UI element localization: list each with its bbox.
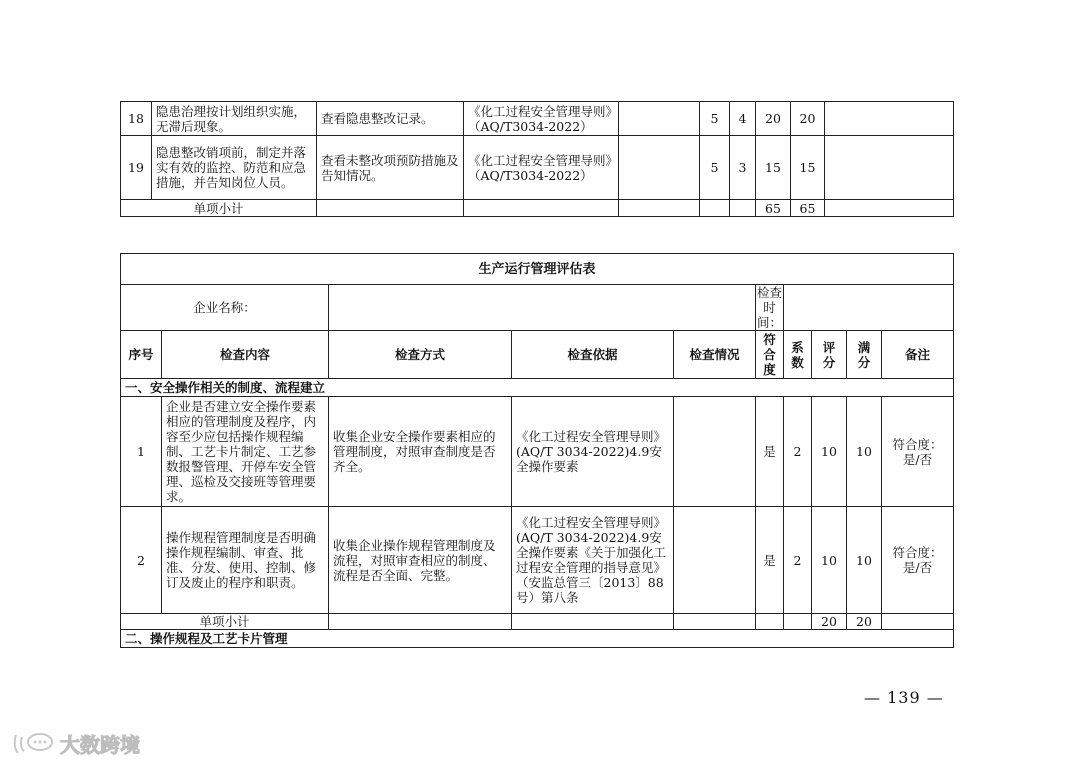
check-situation xyxy=(619,102,700,136)
company-name-label: 企业名称： xyxy=(121,285,329,331)
subtotal-label: 单项小计 xyxy=(121,614,329,630)
watermark xyxy=(12,729,140,758)
table-row xyxy=(121,136,954,200)
coefficient-value: 4 xyxy=(730,102,756,136)
empty-cell xyxy=(730,200,756,217)
coefficient-value: 2 xyxy=(784,507,812,614)
empty-cell xyxy=(512,614,674,630)
header-note: 备注 xyxy=(882,331,954,379)
check-time-label: 检查时间： xyxy=(756,285,782,330)
note-value: 符合度：是/否 xyxy=(882,507,954,614)
conformity-value: 是 xyxy=(756,507,784,614)
full-score-value: 10 xyxy=(847,507,882,614)
subtotal-full-score: 65 xyxy=(791,200,825,217)
page-number: — 139 — xyxy=(864,688,944,707)
table-row xyxy=(121,397,954,507)
row-number: 19 xyxy=(121,136,152,200)
check-basis: 《化工过程安全管理导则》（AQ/T3034-2022） xyxy=(464,136,619,200)
subtotal-full-score: 20 xyxy=(847,614,882,630)
row-number: 2 xyxy=(121,507,162,614)
continued-assessment-table xyxy=(120,101,954,217)
subtotal-score: 65 xyxy=(756,200,791,217)
check-content: 隐患整改销项前，制定并落实有效的监控、防范和应急措施，并告知岗位人员。 xyxy=(152,136,317,200)
check-basis: 《化工过程安全管理导则》(AQ/T 3034-2022)4.9安全操作要素《关于加强化工过程安全管理的指导意见》（安监总管三〔2013〕88 号）第八条 xyxy=(512,507,674,614)
check-method: 收集企业安全操作要素相应的管理制度，对照审查制度是否齐全。 xyxy=(329,397,512,507)
check-basis: 《化工过程安全管理导则》(AQ/T 3034-2022)4.9安全操作要素 xyxy=(512,397,674,507)
empty-cell xyxy=(825,200,954,217)
empty-cell xyxy=(674,614,756,630)
conformity-value: 是 xyxy=(756,397,784,507)
header-score: 评分 xyxy=(812,331,847,379)
score-value: 15 xyxy=(756,136,791,200)
conformity-value: 5 xyxy=(700,102,730,136)
score-value: 20 xyxy=(756,102,791,136)
subtotal-row xyxy=(121,200,954,217)
check-method: 收集企业操作规程管理制度及流程，对照审查相应的制度、流程是否全面、完整。 xyxy=(329,507,512,614)
empty-cell xyxy=(700,200,730,217)
note-value xyxy=(825,136,954,200)
full-score-value: 20 xyxy=(791,102,825,136)
watermark-text: 大数跨境 xyxy=(60,733,140,757)
header-content: 检查内容 xyxy=(162,331,329,379)
score-value: 10 xyxy=(812,397,847,507)
header-basis: 检查依据 xyxy=(512,331,674,379)
header-coefficient: 系数 xyxy=(784,331,812,379)
empty-cell xyxy=(619,200,700,217)
table-title: 生产运行管理评估表 xyxy=(121,254,954,285)
subtotal-label: 单项小计 xyxy=(121,200,317,217)
header-conformity: 符合度 xyxy=(756,331,784,379)
check-situation xyxy=(619,136,700,200)
subtotal-score: 20 xyxy=(812,614,847,630)
header-full-score: 满分 xyxy=(847,331,882,379)
section-heading-1: 一、安全操作相关的制度、流程建立 xyxy=(121,379,954,397)
check-basis: 《化工过程安全管理导则》（AQ/T3034-2022） xyxy=(464,102,619,136)
table-row xyxy=(121,507,954,614)
empty-cell xyxy=(317,200,464,217)
check-situation xyxy=(674,397,756,507)
company-name-value xyxy=(329,285,756,331)
header-row xyxy=(121,331,954,379)
note-value: 符合度：是/否 xyxy=(882,397,954,507)
check-content: 操作规程管理制度是否明确操作规程编制、审查、批准、分发、使用、控制、修订及废止的程序和职责。 xyxy=(162,507,329,614)
section-row xyxy=(121,379,954,397)
table-row xyxy=(121,102,954,136)
chat-bubble-logo-icon xyxy=(12,731,56,757)
header-method: 检查方式 xyxy=(329,331,512,379)
check-method: 查看隐患整改记录。 xyxy=(317,102,464,136)
check-content: 企业是否建立安全操作要素相应的管理制度及程序，内容至少应包括操作规程编制、工艺卡片制定、工艺参数报警管理、开停车安全管理、巡检及交接班等管理要求。 xyxy=(162,397,329,507)
row-number: 1 xyxy=(121,397,162,507)
empty-cell xyxy=(784,614,812,630)
header-situation: 检查情况 xyxy=(674,331,756,379)
note-value xyxy=(825,102,954,136)
production-operation-assessment-table xyxy=(120,253,954,648)
full-score-value: 10 xyxy=(847,397,882,507)
header-no: 序号 xyxy=(121,331,162,379)
empty-cell xyxy=(464,200,619,217)
full-score-value: 15 xyxy=(791,136,825,200)
check-content: 隐患治理按计划组织实施，无滞后现象。 xyxy=(152,102,317,136)
check-method: 查看未整改项预防措施及告知情况。 xyxy=(317,136,464,200)
check-time-value xyxy=(784,285,954,331)
subtotal-row xyxy=(121,614,954,630)
check-situation xyxy=(674,507,756,614)
title-row xyxy=(121,254,954,285)
score-value: 10 xyxy=(812,507,847,614)
section-heading-2: 二、操作规程及工艺卡片管理 xyxy=(121,630,954,648)
empty-cell xyxy=(756,614,784,630)
row-number: 18 xyxy=(121,102,152,136)
empty-cell xyxy=(329,614,512,630)
conformity-value: 5 xyxy=(700,136,730,200)
coefficient-value: 3 xyxy=(730,136,756,200)
section-row xyxy=(121,630,954,648)
empty-cell xyxy=(882,614,954,630)
coefficient-value: 2 xyxy=(784,397,812,507)
info-row xyxy=(121,285,954,331)
